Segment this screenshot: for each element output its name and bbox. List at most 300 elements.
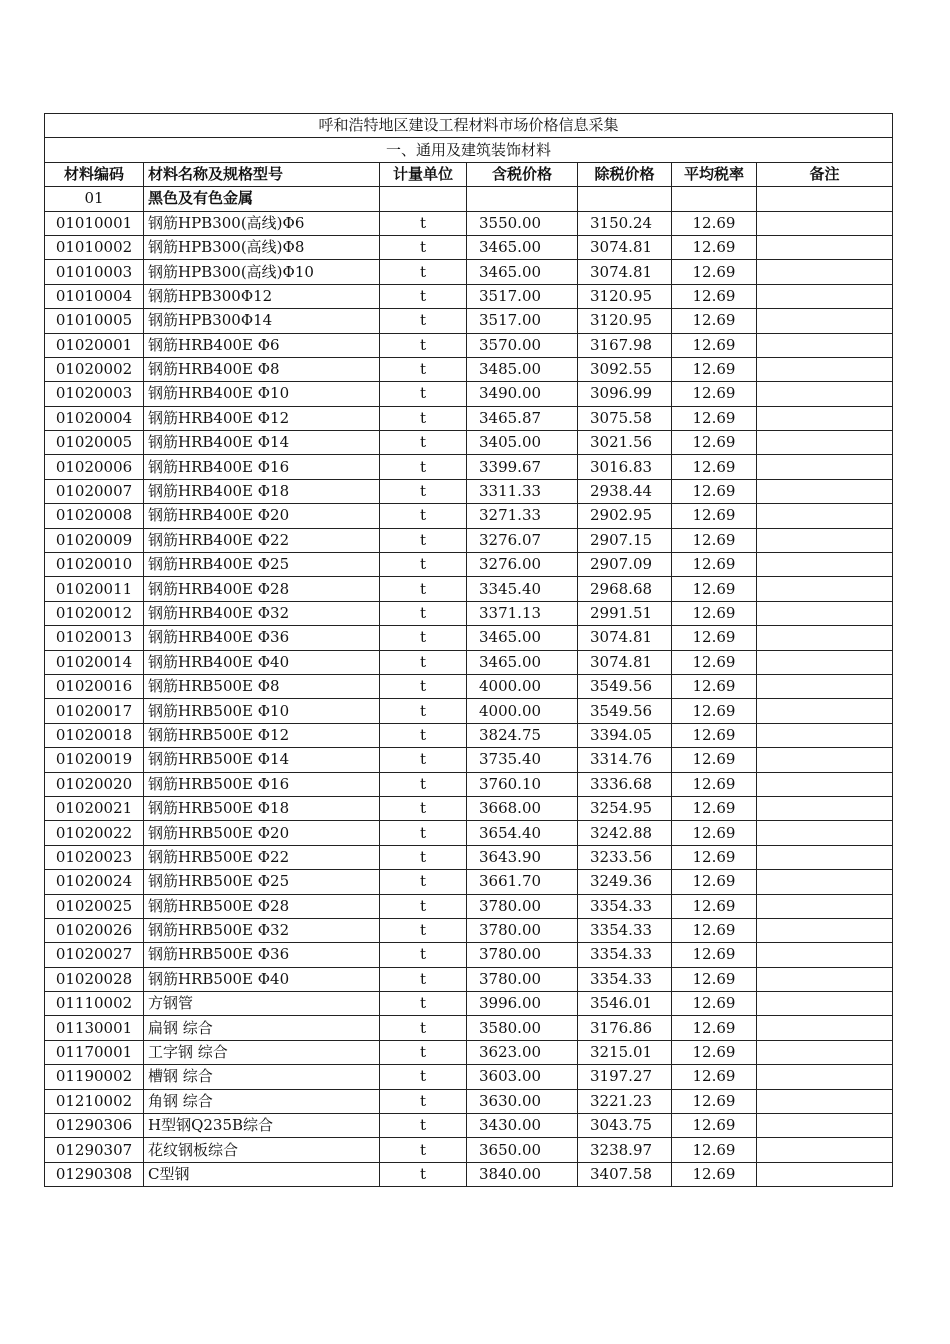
cell-note — [757, 894, 893, 918]
cell-code: 01020017 — [45, 699, 144, 723]
cell-code: 01190002 — [45, 1065, 144, 1089]
cell-name: 钢筋HRB400E Φ28 — [144, 577, 380, 601]
table-row — [45, 211, 893, 235]
cell-unit: t — [380, 260, 467, 284]
cell-unit: t — [380, 918, 467, 942]
cell-code: 01010003 — [45, 260, 144, 284]
cell-rate: 12.69 — [672, 431, 757, 455]
cell-name: 方钢管 — [144, 992, 380, 1016]
cell-rate: 12.69 — [672, 772, 757, 796]
cell-code: 01130001 — [45, 1016, 144, 1040]
cell-price-tax: 3996.00 — [467, 992, 578, 1016]
cell-price-notax: 3150.24 — [578, 211, 672, 235]
table-row — [45, 1089, 893, 1113]
cell-price-notax: 3354.33 — [578, 943, 672, 967]
table-row — [45, 650, 893, 674]
cell-unit: t — [380, 333, 467, 357]
cell-note — [757, 211, 893, 235]
cell-price-tax: 3654.40 — [467, 821, 578, 845]
cell-name: 钢筋HRB500E Φ10 — [144, 699, 380, 723]
cell-name: 钢筋HRB400E Φ40 — [144, 650, 380, 674]
cell-name: 钢筋HRB400E Φ10 — [144, 382, 380, 406]
cell-note — [757, 504, 893, 528]
cell-price-notax: 3546.01 — [578, 992, 672, 1016]
cell-price-notax: 3120.95 — [578, 284, 672, 308]
cell-price-tax: 3650.00 — [467, 1138, 578, 1162]
table-row — [45, 260, 893, 284]
cell-price-tax: 3276.07 — [467, 528, 578, 552]
cell-note — [757, 1040, 893, 1064]
cell-price-tax: 3580.00 — [467, 1016, 578, 1040]
table-row — [45, 1138, 893, 1162]
cell-unit: t — [380, 870, 467, 894]
cell-unit: t — [380, 894, 467, 918]
cell-code: 01020025 — [45, 894, 144, 918]
table-row — [45, 845, 893, 869]
cell-price-notax: 3549.56 — [578, 674, 672, 698]
table-row — [45, 504, 893, 528]
cell-code: 01020019 — [45, 748, 144, 772]
cell-code: 01020011 — [45, 577, 144, 601]
cell-code: 01170001 — [45, 1040, 144, 1064]
cell-rate: 12.69 — [672, 894, 757, 918]
cell-rate: 12.69 — [672, 796, 757, 820]
cell-unit: t — [380, 357, 467, 381]
cell-price-tax: 3517.00 — [467, 309, 578, 333]
cell-name: 钢筋HRB400E Φ25 — [144, 553, 380, 577]
cell-price-notax: 3354.33 — [578, 918, 672, 942]
cell-price-notax: 3096.99 — [578, 382, 672, 406]
group-empty-cell — [578, 187, 672, 211]
table-row — [45, 894, 893, 918]
cell-name: 钢筋HPB300(高线)Φ8 — [144, 235, 380, 259]
header-name: 材料名称及规格型号 — [144, 162, 380, 186]
cell-rate: 12.69 — [672, 918, 757, 942]
cell-price-notax: 3074.81 — [578, 650, 672, 674]
cell-price-notax: 3407.58 — [578, 1162, 672, 1186]
cell-note — [757, 528, 893, 552]
table-row — [45, 918, 893, 942]
cell-rate: 12.69 — [672, 504, 757, 528]
cell-price-tax: 3271.33 — [467, 504, 578, 528]
cell-unit: t — [380, 528, 467, 552]
cell-note — [757, 455, 893, 479]
table-row — [45, 796, 893, 820]
cell-rate: 12.69 — [672, 601, 757, 625]
group-code: 01 — [45, 187, 144, 211]
cell-rate: 12.69 — [672, 284, 757, 308]
table-row — [45, 626, 893, 650]
cell-note — [757, 479, 893, 503]
group-empty-cell — [757, 187, 893, 211]
table-row — [45, 431, 893, 455]
cell-code: 01020013 — [45, 626, 144, 650]
header-price-notax: 除税价格 — [578, 162, 672, 186]
cell-unit: t — [380, 1089, 467, 1113]
cell-price-notax: 3016.83 — [578, 455, 672, 479]
cell-rate: 12.69 — [672, 406, 757, 430]
cell-price-tax: 4000.00 — [467, 674, 578, 698]
cell-unit: t — [380, 1114, 467, 1138]
cell-code: 01020002 — [45, 357, 144, 381]
cell-code: 01020028 — [45, 967, 144, 991]
cell-code: 01020003 — [45, 382, 144, 406]
cell-rate: 12.69 — [672, 1065, 757, 1089]
cell-price-tax: 3661.70 — [467, 870, 578, 894]
cell-note — [757, 553, 893, 577]
cell-name: 钢筋HRB500E Φ32 — [144, 918, 380, 942]
cell-name: 钢筋HRB500E Φ18 — [144, 796, 380, 820]
cell-name: H型钢Q235B综合 — [144, 1114, 380, 1138]
cell-price-notax: 3074.81 — [578, 235, 672, 259]
cell-price-notax: 3394.05 — [578, 723, 672, 747]
cell-price-tax: 3465.87 — [467, 406, 578, 430]
cell-price-tax: 4000.00 — [467, 699, 578, 723]
cell-rate: 12.69 — [672, 943, 757, 967]
cell-name: 钢筋HRB400E Φ8 — [144, 357, 380, 381]
cell-price-tax: 3465.00 — [467, 235, 578, 259]
cell-price-notax: 3167.98 — [578, 333, 672, 357]
cell-price-notax: 3254.95 — [578, 796, 672, 820]
cell-unit: t — [380, 699, 467, 723]
cell-name: 钢筋HRB500E Φ25 — [144, 870, 380, 894]
cell-price-notax: 3074.81 — [578, 260, 672, 284]
cell-name: 钢筋HRB500E Φ20 — [144, 821, 380, 845]
cell-rate: 12.69 — [672, 455, 757, 479]
cell-name: 钢筋HRB400E Φ36 — [144, 626, 380, 650]
price-table — [44, 113, 893, 1187]
cell-rate: 12.69 — [672, 235, 757, 259]
cell-note — [757, 1065, 893, 1089]
cell-name: 钢筋HRB400E Φ20 — [144, 504, 380, 528]
cell-rate: 12.69 — [672, 1016, 757, 1040]
cell-note — [757, 967, 893, 991]
table-row — [45, 309, 893, 333]
cell-code: 01020020 — [45, 772, 144, 796]
cell-unit: t — [380, 796, 467, 820]
header-price-tax: 含税价格 — [467, 162, 578, 186]
cell-name: 钢筋HRB500E Φ22 — [144, 845, 380, 869]
cell-rate: 12.69 — [672, 1162, 757, 1186]
cell-rate: 12.69 — [672, 1089, 757, 1113]
cell-name: 钢筋HRB400E Φ18 — [144, 479, 380, 503]
cell-code: 01020022 — [45, 821, 144, 845]
cell-rate: 12.69 — [672, 528, 757, 552]
cell-unit: t — [380, 1016, 467, 1040]
cell-rate: 12.69 — [672, 1138, 757, 1162]
cell-unit: t — [380, 723, 467, 747]
cell-code: 01020014 — [45, 650, 144, 674]
table-row — [45, 870, 893, 894]
cell-code: 01020021 — [45, 796, 144, 820]
cell-code: 01010005 — [45, 309, 144, 333]
cell-rate: 12.69 — [672, 577, 757, 601]
cell-price-notax: 2968.68 — [578, 577, 672, 601]
cell-note — [757, 601, 893, 625]
cell-price-tax: 3780.00 — [467, 943, 578, 967]
cell-price-notax: 2938.44 — [578, 479, 672, 503]
cell-name: 钢筋HRB400E Φ16 — [144, 455, 380, 479]
table-row — [45, 406, 893, 430]
cell-rate: 12.69 — [672, 626, 757, 650]
cell-rate: 12.69 — [672, 357, 757, 381]
cell-note — [757, 406, 893, 430]
cell-unit: t — [380, 577, 467, 601]
cell-price-notax: 3354.33 — [578, 894, 672, 918]
cell-code: 01020006 — [45, 455, 144, 479]
cell-note — [757, 577, 893, 601]
cell-rate: 12.69 — [672, 699, 757, 723]
cell-price-tax: 3405.00 — [467, 431, 578, 455]
cell-unit: t — [380, 235, 467, 259]
group-empty-cell — [467, 187, 578, 211]
cell-note — [757, 870, 893, 894]
group-name: 黑色及有色金属 — [144, 187, 380, 211]
cell-price-tax: 3490.00 — [467, 382, 578, 406]
cell-name: C型钢 — [144, 1162, 380, 1186]
cell-price-tax: 3465.00 — [467, 626, 578, 650]
cell-rate: 12.69 — [672, 553, 757, 577]
cell-price-notax: 3242.88 — [578, 821, 672, 845]
table-row — [45, 943, 893, 967]
cell-name: 钢筋HRB400E Φ22 — [144, 528, 380, 552]
cell-name: 角钢 综合 — [144, 1089, 380, 1113]
cell-rate: 12.69 — [672, 821, 757, 845]
cell-unit: t — [380, 1138, 467, 1162]
cell-price-tax: 3824.75 — [467, 723, 578, 747]
cell-price-tax: 3760.10 — [467, 772, 578, 796]
cell-rate: 12.69 — [672, 309, 757, 333]
cell-price-tax: 3485.00 — [467, 357, 578, 381]
cell-code: 01010002 — [45, 235, 144, 259]
cell-name: 扁钢 综合 — [144, 1016, 380, 1040]
cell-name: 钢筋HRB400E Φ14 — [144, 431, 380, 455]
cell-unit: t — [380, 772, 467, 796]
table-row — [45, 235, 893, 259]
cell-code: 01020009 — [45, 528, 144, 552]
cell-code: 01020012 — [45, 601, 144, 625]
cell-unit: t — [380, 309, 467, 333]
cell-note — [757, 748, 893, 772]
cell-code: 01020016 — [45, 674, 144, 698]
table-row — [45, 553, 893, 577]
cell-price-notax: 3075.58 — [578, 406, 672, 430]
cell-price-notax: 3092.55 — [578, 357, 672, 381]
cell-unit: t — [380, 479, 467, 503]
group-empty-cell — [380, 187, 467, 211]
cell-price-tax: 3735.40 — [467, 748, 578, 772]
cell-unit: t — [380, 455, 467, 479]
cell-note — [757, 1138, 893, 1162]
cell-unit: t — [380, 504, 467, 528]
cell-name: 钢筋HRB400E Φ6 — [144, 333, 380, 357]
cell-code: 01020023 — [45, 845, 144, 869]
table-row — [45, 992, 893, 1016]
cell-code: 01020008 — [45, 504, 144, 528]
cell-code: 01020027 — [45, 943, 144, 967]
cell-price-tax: 3311.33 — [467, 479, 578, 503]
cell-price-notax: 2991.51 — [578, 601, 672, 625]
cell-price-notax: 3120.95 — [578, 309, 672, 333]
cell-price-notax: 2902.95 — [578, 504, 672, 528]
header-note: 备注 — [757, 162, 893, 186]
cell-note — [757, 284, 893, 308]
group-empty-cell — [672, 187, 757, 211]
cell-note — [757, 309, 893, 333]
cell-unit: t — [380, 1040, 467, 1064]
cell-unit: t — [380, 943, 467, 967]
cell-price-tax: 3371.13 — [467, 601, 578, 625]
cell-note — [757, 845, 893, 869]
cell-rate: 12.69 — [672, 723, 757, 747]
cell-name: 槽钢 综合 — [144, 1065, 380, 1089]
table-row — [45, 284, 893, 308]
header-row — [45, 162, 893, 186]
cell-unit: t — [380, 748, 467, 772]
cell-price-tax: 3630.00 — [467, 1089, 578, 1113]
cell-price-notax: 3043.75 — [578, 1114, 672, 1138]
cell-rate: 12.69 — [672, 845, 757, 869]
cell-price-tax: 3570.00 — [467, 333, 578, 357]
cell-name: 钢筋HPB300(高线)Φ6 — [144, 211, 380, 235]
cell-name: 钢筋HRB500E Φ36 — [144, 943, 380, 967]
cell-price-tax: 3345.40 — [467, 577, 578, 601]
cell-code: 01020026 — [45, 918, 144, 942]
cell-code: 01290307 — [45, 1138, 144, 1162]
cell-note — [757, 943, 893, 967]
cell-unit: t — [380, 967, 467, 991]
cell-price-notax: 3354.33 — [578, 967, 672, 991]
cell-rate: 12.69 — [672, 992, 757, 1016]
table-row — [45, 821, 893, 845]
cell-price-tax: 3399.67 — [467, 455, 578, 479]
cell-note — [757, 1089, 893, 1113]
cell-code: 01020010 — [45, 553, 144, 577]
cell-code: 01290306 — [45, 1114, 144, 1138]
cell-name: 钢筋HRB400E Φ32 — [144, 601, 380, 625]
table-row — [45, 455, 893, 479]
cell-price-tax: 3276.00 — [467, 553, 578, 577]
cell-code: 01110002 — [45, 992, 144, 1016]
header-rate: 平均税率 — [672, 162, 757, 186]
cell-note — [757, 382, 893, 406]
cell-unit: t — [380, 650, 467, 674]
cell-price-tax: 3780.00 — [467, 918, 578, 942]
cell-unit: t — [380, 601, 467, 625]
cell-note — [757, 723, 893, 747]
table-row — [45, 967, 893, 991]
subtitle-row — [45, 138, 893, 162]
table-row — [45, 772, 893, 796]
cell-price-notax: 3215.01 — [578, 1040, 672, 1064]
cell-note — [757, 1016, 893, 1040]
table-row — [45, 1016, 893, 1040]
cell-price-tax: 3668.00 — [467, 796, 578, 820]
cell-rate: 12.69 — [672, 1040, 757, 1064]
cell-unit: t — [380, 821, 467, 845]
cell-price-notax: 2907.09 — [578, 553, 672, 577]
cell-name: 钢筋HRB500E Φ14 — [144, 748, 380, 772]
table-row — [45, 382, 893, 406]
cell-name: 钢筋HPB300Φ14 — [144, 309, 380, 333]
cell-name: 钢筋HRB500E Φ16 — [144, 772, 380, 796]
cell-name: 钢筋HRB400E Φ12 — [144, 406, 380, 430]
cell-price-tax: 3840.00 — [467, 1162, 578, 1186]
cell-name: 钢筋HRB500E Φ8 — [144, 674, 380, 698]
cell-note — [757, 260, 893, 284]
cell-code: 01020004 — [45, 406, 144, 430]
table-row — [45, 528, 893, 552]
cell-note — [757, 626, 893, 650]
cell-unit: t — [380, 992, 467, 1016]
cell-price-notax: 3074.81 — [578, 626, 672, 650]
header-code: 材料编码 — [45, 162, 144, 186]
cell-price-tax: 3643.90 — [467, 845, 578, 869]
cell-name: 钢筋HPB300(高线)Φ10 — [144, 260, 380, 284]
cell-note — [757, 1114, 893, 1138]
cell-code: 01010004 — [45, 284, 144, 308]
cell-code: 01020001 — [45, 333, 144, 357]
table-row — [45, 601, 893, 625]
cell-unit: t — [380, 1162, 467, 1186]
cell-unit: t — [380, 406, 467, 430]
cell-unit: t — [380, 284, 467, 308]
cell-unit: t — [380, 845, 467, 869]
cell-price-tax: 3780.00 — [467, 894, 578, 918]
cell-note — [757, 333, 893, 357]
cell-price-tax: 3603.00 — [467, 1065, 578, 1089]
cell-price-tax: 3780.00 — [467, 967, 578, 991]
cell-rate: 12.69 — [672, 211, 757, 235]
cell-unit: t — [380, 211, 467, 235]
cell-note — [757, 1162, 893, 1186]
cell-note — [757, 821, 893, 845]
table-row — [45, 1162, 893, 1186]
cell-unit: t — [380, 1065, 467, 1089]
cell-rate: 12.69 — [672, 870, 757, 894]
document-title: 呼和浩特地区建设工程材料市场价格信息采集 — [45, 114, 893, 138]
table-row — [45, 1040, 893, 1064]
cell-price-notax: 3336.68 — [578, 772, 672, 796]
cell-code: 01210002 — [45, 1089, 144, 1113]
cell-name: 钢筋HRB500E Φ12 — [144, 723, 380, 747]
cell-unit: t — [380, 382, 467, 406]
cell-name: 钢筋HRB500E Φ28 — [144, 894, 380, 918]
cell-price-notax: 3021.56 — [578, 431, 672, 455]
cell-name: 钢筋HRB500E Φ40 — [144, 967, 380, 991]
cell-rate: 12.69 — [672, 260, 757, 284]
cell-rate: 12.69 — [672, 674, 757, 698]
table-row — [45, 333, 893, 357]
cell-note — [757, 699, 893, 723]
cell-price-notax: 2907.15 — [578, 528, 672, 552]
title-row — [45, 114, 893, 138]
cell-rate: 12.69 — [672, 748, 757, 772]
cell-unit: t — [380, 674, 467, 698]
cell-name: 花纹钢板综合 — [144, 1138, 380, 1162]
cell-price-notax: 3249.36 — [578, 870, 672, 894]
cell-rate: 12.69 — [672, 333, 757, 357]
table-row — [45, 577, 893, 601]
cell-note — [757, 650, 893, 674]
group-row — [45, 187, 893, 211]
cell-unit: t — [380, 431, 467, 455]
cell-rate: 12.69 — [672, 1114, 757, 1138]
cell-unit: t — [380, 553, 467, 577]
table-row — [45, 1114, 893, 1138]
cell-code: 01290308 — [45, 1162, 144, 1186]
cell-code: 01020005 — [45, 431, 144, 455]
